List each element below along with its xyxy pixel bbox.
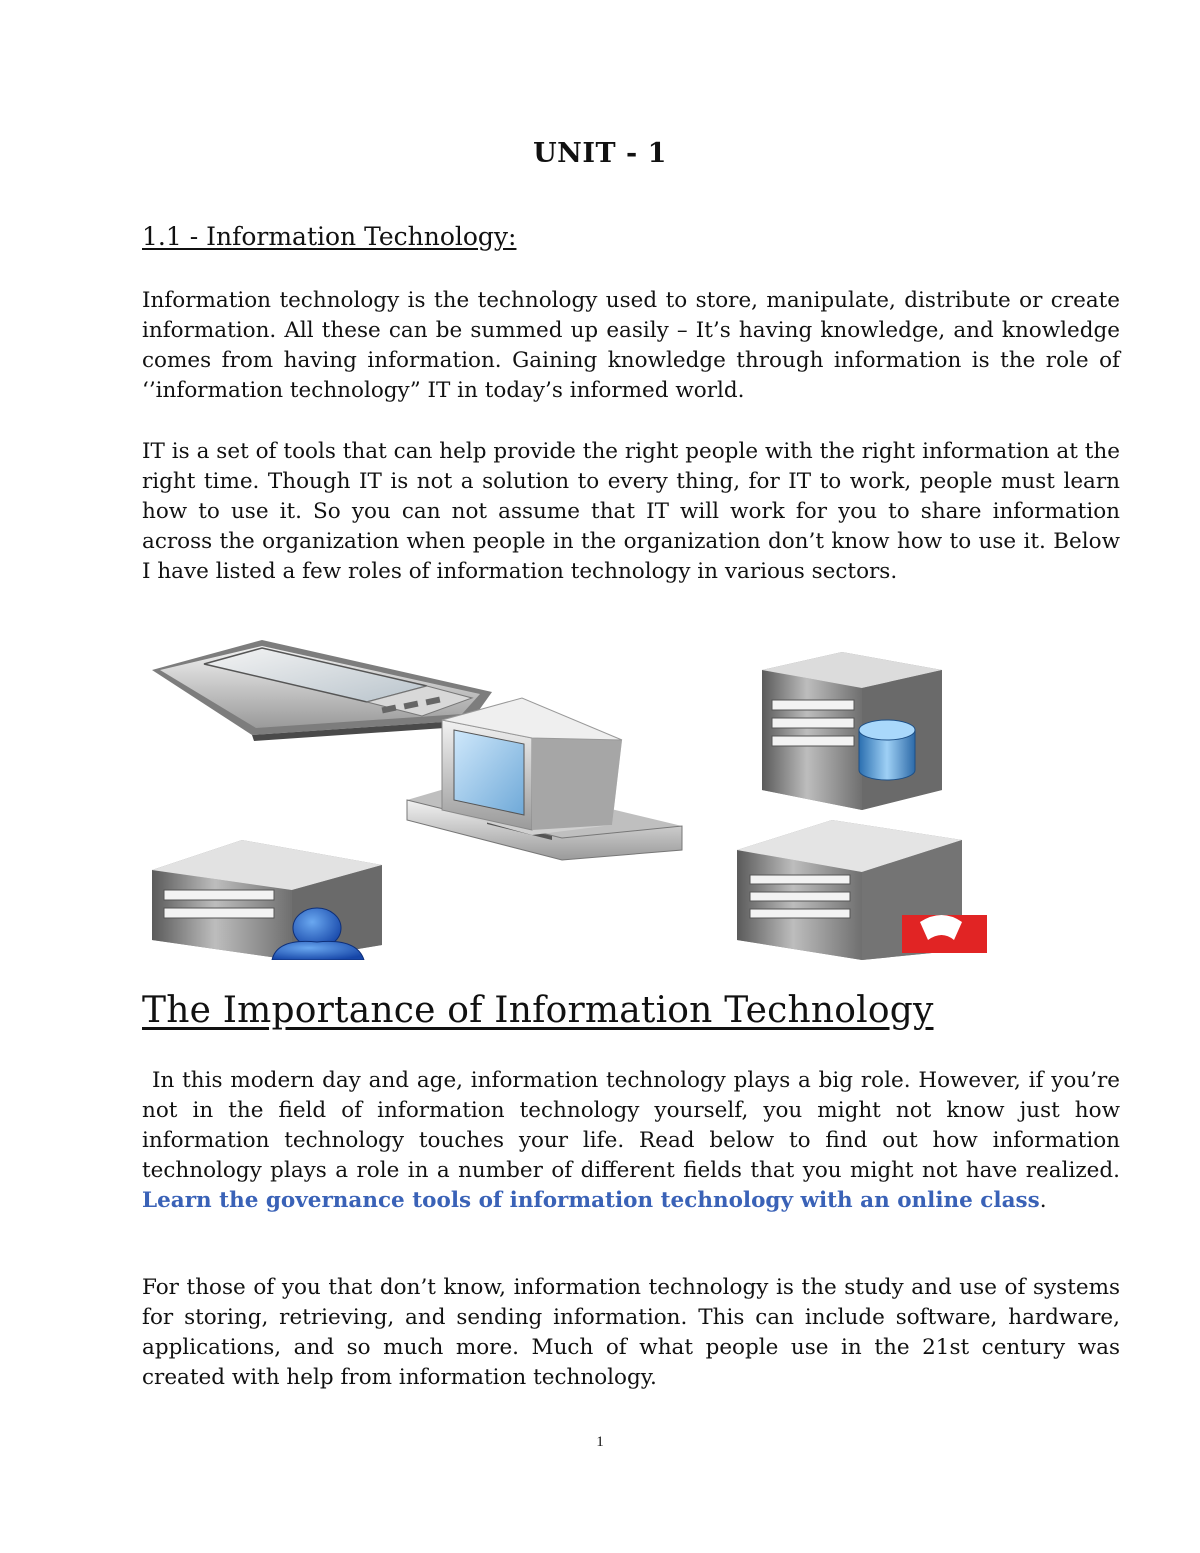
intro-paragraph: Information technology is the technology used to store, manipulate, distribute or create information. All these can be summed up easily – It’s having knowledge, and knowledge comes from having information. Gaining knowledge through information is the role of ‘’information technology” IT in today’s informed world. xyxy=(142,288,1120,403)
unit-title: UNIT - 1 xyxy=(533,138,667,169)
governance-class-link[interactable]: Learn the governance tools of information technology with an online class xyxy=(142,1188,1040,1213)
section-heading: 1.1 - Information Technology: xyxy=(142,222,517,251)
tower-server-icon xyxy=(737,820,987,960)
user-server-icon xyxy=(152,840,382,960)
importance-heading: The Importance of Information Technology xyxy=(142,990,934,1031)
modern-age-paragraph xyxy=(142,1066,1120,1216)
modern-age-end: . xyxy=(1039,1188,1047,1213)
modern-age-text: In this modern day and age, information technology plays a big role. However, if you’re not in the field of information technology yourself, you might not know just how information technology touches your life. Read below to find out how information technology plays a role in a number of different fields that you might not have realized. xyxy=(142,1068,1120,1183)
desktop-computer-icon xyxy=(407,698,682,860)
page-number: 1 xyxy=(596,1434,604,1450)
it-tools-paragraph: IT is a set of tools that can help provide the right people with the right information at the right time. Though IT is not a solution to every thing, for IT to work, people must learn how to use it. So you can not assume that IT will work for you to share information across the organization when people in the organization don’t know how to use it. Below I have listed a few roles of information technology in various sectors. xyxy=(142,439,1120,584)
network-devices-figure xyxy=(142,640,1017,960)
definition-paragraph: For those of you that don’t know, information technology is the study and use of systems for storing, retrieving, and sending information. This can include software, hardware, applications, and so much more. Much of what people use in the 21st century was created with help from information technology. xyxy=(142,1275,1120,1390)
database-server-icon xyxy=(762,652,942,810)
pda-device-icon xyxy=(152,640,492,741)
